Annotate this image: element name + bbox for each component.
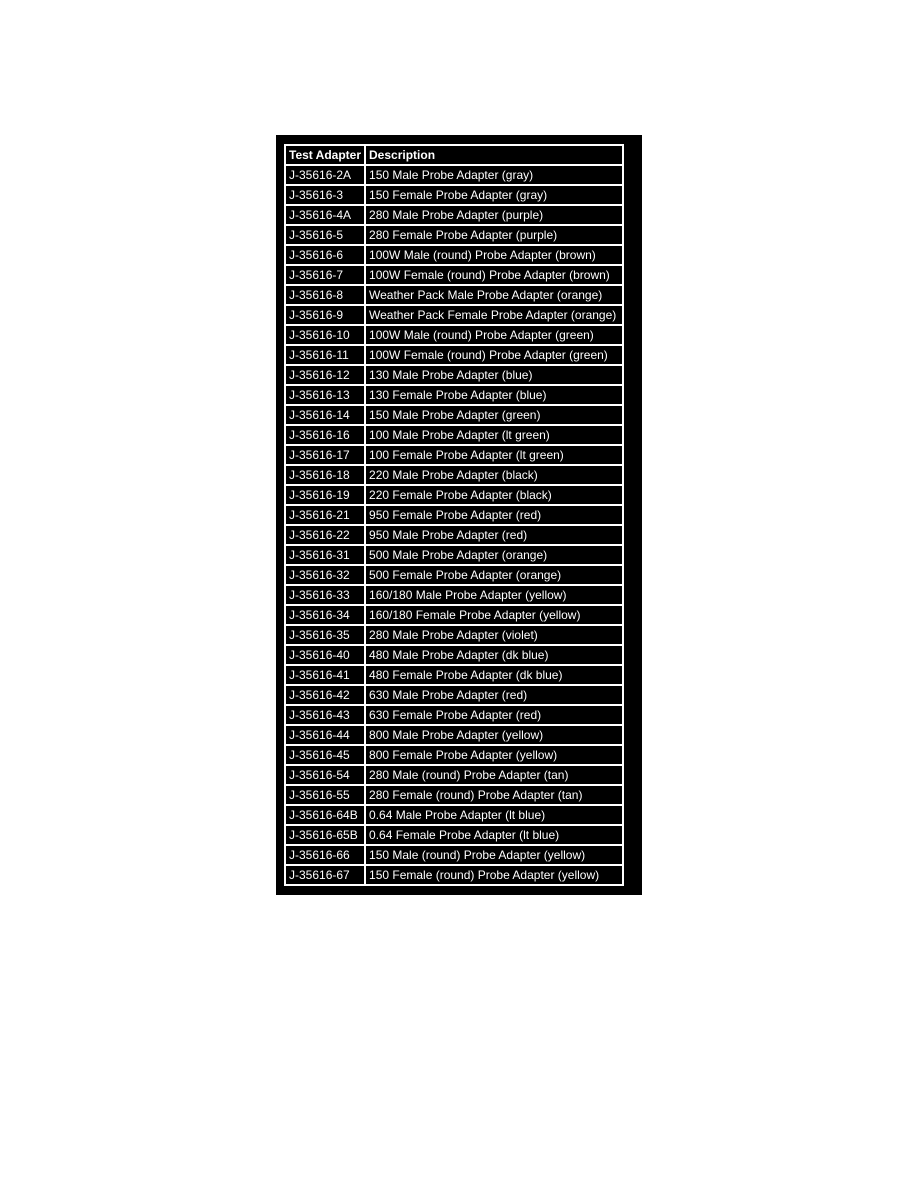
- adapter-number-cell: J-35616-42: [285, 685, 365, 705]
- adapter-number-cell: J-35616-7: [285, 265, 365, 285]
- table-row: [285, 785, 623, 805]
- table-row: [285, 425, 623, 445]
- table-row: [285, 545, 623, 565]
- description-cell: 280 Male Probe Adapter (violet): [365, 625, 623, 645]
- adapter-number-cell: J-35616-3: [285, 185, 365, 205]
- adapter-number-cell: J-35616-32: [285, 565, 365, 585]
- adapter-number-cell: J-35616-5: [285, 225, 365, 245]
- table-row: [285, 445, 623, 465]
- description-cell: 480 Female Probe Adapter (dk blue): [365, 665, 623, 685]
- table-row: [285, 365, 623, 385]
- description-cell: 150 Male (round) Probe Adapter (yellow): [365, 845, 623, 865]
- table-row: [285, 525, 623, 545]
- adapter-number-cell: J-35616-67: [285, 865, 365, 885]
- adapter-table: [284, 144, 624, 886]
- description-cell: 150 Female Probe Adapter (gray): [365, 185, 623, 205]
- description-cell: 630 Female Probe Adapter (red): [365, 705, 623, 725]
- table-header-row: [285, 145, 623, 165]
- table-row: [285, 325, 623, 345]
- table-row: [285, 285, 623, 305]
- adapter-number-cell: J-35616-14: [285, 405, 365, 425]
- description-cell: 800 Male Probe Adapter (yellow): [365, 725, 623, 745]
- adapter-number-cell: J-35616-21: [285, 505, 365, 525]
- table-row: [285, 805, 623, 825]
- adapter-number-cell: J-35616-18: [285, 465, 365, 485]
- adapter-number-cell: J-35616-34: [285, 605, 365, 625]
- adapter-number-cell: J-35616-45: [285, 745, 365, 765]
- description-cell: 0.64 Male Probe Adapter (lt blue): [365, 805, 623, 825]
- table-row: [285, 345, 623, 365]
- adapter-number-cell: J-35616-54: [285, 765, 365, 785]
- description-cell: 500 Male Probe Adapter (orange): [365, 545, 623, 565]
- column-header-description: Description: [365, 145, 623, 165]
- table-row: [285, 605, 623, 625]
- table-row: [285, 225, 623, 245]
- table-row: [285, 665, 623, 685]
- table-row: [285, 505, 623, 525]
- description-cell: 220 Female Probe Adapter (black): [365, 485, 623, 505]
- adapter-number-cell: J-35616-8: [285, 285, 365, 305]
- description-cell: 100 Female Probe Adapter (lt green): [365, 445, 623, 465]
- table-row: [285, 385, 623, 405]
- adapter-number-cell: J-35616-12: [285, 365, 365, 385]
- table-row: [285, 865, 623, 885]
- table-row: [285, 645, 623, 665]
- table-row: [285, 825, 623, 845]
- adapter-number-cell: J-35616-64B: [285, 805, 365, 825]
- description-cell: 100W Female (round) Probe Adapter (brown): [365, 265, 623, 285]
- description-cell: 130 Male Probe Adapter (blue): [365, 365, 623, 385]
- adapter-number-cell: J-35616-6: [285, 245, 365, 265]
- description-cell: Weather Pack Male Probe Adapter (orange): [365, 285, 623, 305]
- table-row: [285, 625, 623, 645]
- description-cell: 280 Female (round) Probe Adapter (tan): [365, 785, 623, 805]
- table-row: [285, 205, 623, 225]
- description-cell: 160/180 Female Probe Adapter (yellow): [365, 605, 623, 625]
- adapter-number-cell: J-35616-19: [285, 485, 365, 505]
- column-header-test-adapter: Test Adapter: [285, 145, 365, 165]
- adapter-number-cell: J-35616-13: [285, 385, 365, 405]
- description-cell: 500 Female Probe Adapter (orange): [365, 565, 623, 585]
- description-cell: 220 Male Probe Adapter (black): [365, 465, 623, 485]
- adapter-number-cell: J-35616-66: [285, 845, 365, 865]
- adapter-number-cell: J-35616-41: [285, 665, 365, 685]
- description-cell: 150 Male Probe Adapter (gray): [365, 165, 623, 185]
- description-cell: 800 Female Probe Adapter (yellow): [365, 745, 623, 765]
- description-cell: 630 Male Probe Adapter (red): [365, 685, 623, 705]
- description-cell: 280 Male Probe Adapter (purple): [365, 205, 623, 225]
- adapter-number-cell: J-35616-31: [285, 545, 365, 565]
- description-cell: 280 Male (round) Probe Adapter (tan): [365, 765, 623, 785]
- table-body: [285, 165, 623, 885]
- description-cell: 950 Female Probe Adapter (red): [365, 505, 623, 525]
- adapter-number-cell: J-35616-9: [285, 305, 365, 325]
- table-row: [285, 585, 623, 605]
- description-cell: 100W Male (round) Probe Adapter (green): [365, 325, 623, 345]
- adapter-number-cell: J-35616-43: [285, 705, 365, 725]
- table-row: [285, 705, 623, 725]
- description-cell: Weather Pack Female Probe Adapter (orange): [365, 305, 623, 325]
- description-cell: 950 Male Probe Adapter (red): [365, 525, 623, 545]
- table-row: [285, 465, 623, 485]
- description-cell: 150 Female (round) Probe Adapter (yellow): [365, 865, 623, 885]
- table-row: [285, 485, 623, 505]
- description-cell: 150 Male Probe Adapter (green): [365, 405, 623, 425]
- table-row: [285, 305, 623, 325]
- description-cell: 100 Male Probe Adapter (lt green): [365, 425, 623, 445]
- table-row: [285, 745, 623, 765]
- adapter-number-cell: J-35616-11: [285, 345, 365, 365]
- adapter-number-cell: J-35616-16: [285, 425, 365, 445]
- table-row: [285, 565, 623, 585]
- table-row: [285, 265, 623, 285]
- description-cell: 100W Female (round) Probe Adapter (green): [365, 345, 623, 365]
- adapter-number-cell: J-35616-35: [285, 625, 365, 645]
- description-cell: 100W Male (round) Probe Adapter (brown): [365, 245, 623, 265]
- table-row: [285, 245, 623, 265]
- table-row: [285, 165, 623, 185]
- adapter-number-cell: J-35616-33: [285, 585, 365, 605]
- adapter-number-cell: J-35616-17: [285, 445, 365, 465]
- description-cell: 280 Female Probe Adapter (purple): [365, 225, 623, 245]
- description-cell: 130 Female Probe Adapter (blue): [365, 385, 623, 405]
- adapter-number-cell: J-35616-22: [285, 525, 365, 545]
- table-row: [285, 185, 623, 205]
- adapter-number-cell: J-35616-55: [285, 785, 365, 805]
- table-row: [285, 405, 623, 425]
- table-row: [285, 685, 623, 705]
- description-cell: 160/180 Male Probe Adapter (yellow): [365, 585, 623, 605]
- table-row: [285, 765, 623, 785]
- adapter-number-cell: J-35616-10: [285, 325, 365, 345]
- adapter-number-cell: J-35616-4A: [285, 205, 365, 225]
- adapter-number-cell: J-35616-65B: [285, 825, 365, 845]
- adapter-table-panel: [276, 135, 642, 895]
- description-cell: 0.64 Female Probe Adapter (lt blue): [365, 825, 623, 845]
- table-row: [285, 845, 623, 865]
- adapter-number-cell: J-35616-2A: [285, 165, 365, 185]
- description-cell: 480 Male Probe Adapter (dk blue): [365, 645, 623, 665]
- table-row: [285, 725, 623, 745]
- adapter-number-cell: J-35616-40: [285, 645, 365, 665]
- adapter-number-cell: J-35616-44: [285, 725, 365, 745]
